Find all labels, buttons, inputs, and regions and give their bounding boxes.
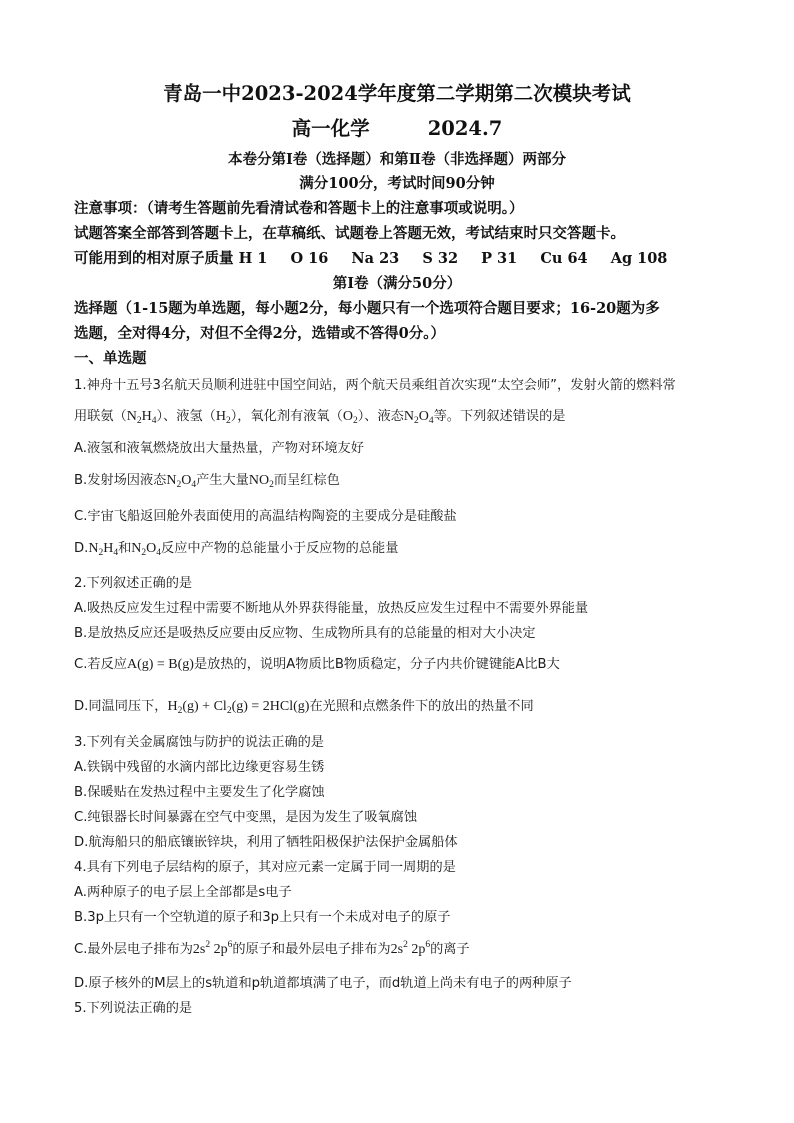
structure-note: 本卷分第Ⅰ卷（选择题）和第Ⅱ卷（非选择题）两部分 bbox=[227, 151, 566, 168]
q1-option-d: $D.N_2H_4$和$N_2O_4$反应中产物的总能量小于反应物的总能量 bbox=[74, 541, 399, 558]
q1-option-a: A.液氢和液氧燃烧放出大量热量，产物对环境友好 bbox=[74, 441, 364, 456]
part1-heading: 第Ⅰ卷（满分50分） bbox=[332, 275, 462, 292]
config-2s2-2p6: $2s^2$ $2p^6$ bbox=[390, 940, 431, 957]
q1-option-c: C.宇宙飞船返回舱外表面使用的高温结构陶瓷的主要成分是硅酸盐 bbox=[74, 509, 457, 524]
q2-option-d: D.同温同压下，$H_2(g) + Cl_2(g) = 2HCl(g)$在光照和点燃条件下的放出的热量不同 bbox=[74, 699, 534, 716]
q3-option-a: A.铁锅中残留的水滴内部比边缘更容易生锈 bbox=[74, 760, 325, 775]
section-heading: 一、单选题 bbox=[74, 350, 147, 367]
q3-option-c: C.纯银器长时间暴露在空气中变黑，是因为发生了吸氧腐蚀 bbox=[74, 810, 418, 825]
atomic-mass-na: Na 23 bbox=[351, 250, 400, 267]
exam-date: 2024.7 bbox=[427, 117, 503, 140]
atomic-mass-cu: Cu 64 bbox=[540, 250, 588, 267]
q3-option-b: B.保暖贴在发热过程中主要发生了化学腐蚀 bbox=[74, 785, 325, 800]
q4-option-c: C.最外层电子排布为$2s^2$ $2p^6$的原子和最外层电子排布为$2s^2$ $2p^6$的离子 bbox=[74, 940, 470, 957]
atomic-mass-s: S 32 bbox=[422, 250, 459, 267]
q1-stem-line-2: 用联氨$(N_2H_4)$、液氢$(H_2)$，氧化剂有液氧$(O_2)$、液态$N_2O_4$等。下列叙述错误的是 bbox=[74, 409, 566, 426]
formula-n2o4: $N_2O_4$ bbox=[166, 473, 197, 490]
q4-option-b: B.3p上只有一个空轨道的原子和3p上只有一个未成对电子的原子 bbox=[74, 910, 451, 925]
q2-option-b: B.是放热反应还是吸热反应要由反应物、生成物所具有的总能量的相对大小决定 bbox=[74, 626, 536, 641]
answer-rule-line: 试题答案全部答到答题卡上，在草稿纸、试题卷上答题无效，考试结束时只交答题卡。 bbox=[74, 225, 625, 242]
q3-option-d: D.航海船只的船底镶嵌锌块，利用了牺牲阳极保护法保护金属船体 bbox=[74, 835, 458, 850]
score-time-note: 满分100分，考试时间90分钟 bbox=[299, 175, 495, 192]
config-2s2-2p6: $2s^2$ $2p^6$ bbox=[192, 940, 233, 957]
q4-option-d: D.原子核外的M层上的s轨道和p轨道都填满了电子，而d轨道上尚未有电子的两种原子 bbox=[74, 976, 572, 991]
notice-line: 注意事项：（请考生答题前先看清试卷和答题卡上的注意事项或说明。） bbox=[74, 200, 524, 217]
q1-stem-line-1: 1.神舟十五号3名航天员顺利进驻中国空间站，两个航天员乘组首次实现“太空会师”，发射火箭的燃料常 bbox=[74, 378, 676, 393]
atomic-mass-line bbox=[74, 247, 667, 268]
q1-option-b: B.发射场因液态$N_2O_4$产生大量$NO_2$而呈红棕色 bbox=[74, 473, 340, 490]
atomic-mass-p: P 31 bbox=[481, 250, 518, 267]
formula-n2h4: $N_2H_4$ bbox=[126, 409, 157, 426]
q4-option-a: A.两种原子的电子层上全部都是s电子 bbox=[74, 885, 292, 900]
q2-option-c: C.若反应A(g) = B(g)是放热的，说明A物质比B物质稳定，分子内共价键键能A比B大 bbox=[74, 657, 560, 672]
q5-stem: 5.下列说法正确的是 bbox=[74, 1001, 193, 1016]
formula-h2: $H_2$ bbox=[215, 409, 231, 426]
formula-o2: $O_2$ bbox=[342, 409, 358, 426]
exam-subtitle bbox=[0, 113, 794, 141]
q3-stem: 3.下列有关金属腐蚀与防护的说法正确的是 bbox=[74, 735, 324, 750]
formula-n2o4: $N_2O_4$ bbox=[403, 409, 434, 426]
atomic-mass-h: H 1 bbox=[238, 250, 268, 267]
atomic-mass-label: 可能用到的相对原子质量 bbox=[74, 250, 234, 267]
q2-option-a: A.吸热反应发生过程中需要不断地从外界获得能量，放热反应发生过程中不需要外界能量 bbox=[74, 601, 589, 616]
subject-label: 高一化学 bbox=[291, 117, 370, 140]
instructions-line-2: 选题，全对得4分，对但不全得2分，选错或不答得0分。） bbox=[74, 325, 446, 342]
equation-h2-cl2: $H_2(g) + Cl_2(g) = 2HCl(g)$ bbox=[167, 699, 310, 716]
q4-stem: 4.具有下列电子层结构的原子，其对应元素一定属于同一周期的是 bbox=[74, 860, 456, 875]
instructions-line-1: 选择题（1-15题为单选题，每小题2分，每小题只有一个选项符合题目要求；16-20题为多 bbox=[74, 300, 660, 317]
atomic-mass-o: O 16 bbox=[290, 250, 329, 267]
formula-n2h4: $N_2H_4$ bbox=[88, 541, 119, 558]
formula-n2o4: $N_2O_4$ bbox=[131, 541, 162, 558]
exam-title: 青岛一中2023-2024学年度第二学期第二次模块考试 bbox=[163, 82, 631, 105]
atomic-mass-ag: Ag 108 bbox=[610, 250, 668, 267]
equation-a-to-b: A(g) = B(g) bbox=[126, 657, 194, 672]
formula-no2: $NO_2$ bbox=[248, 473, 274, 490]
q2-stem: 2.下列叙述正确的是 bbox=[74, 576, 193, 591]
